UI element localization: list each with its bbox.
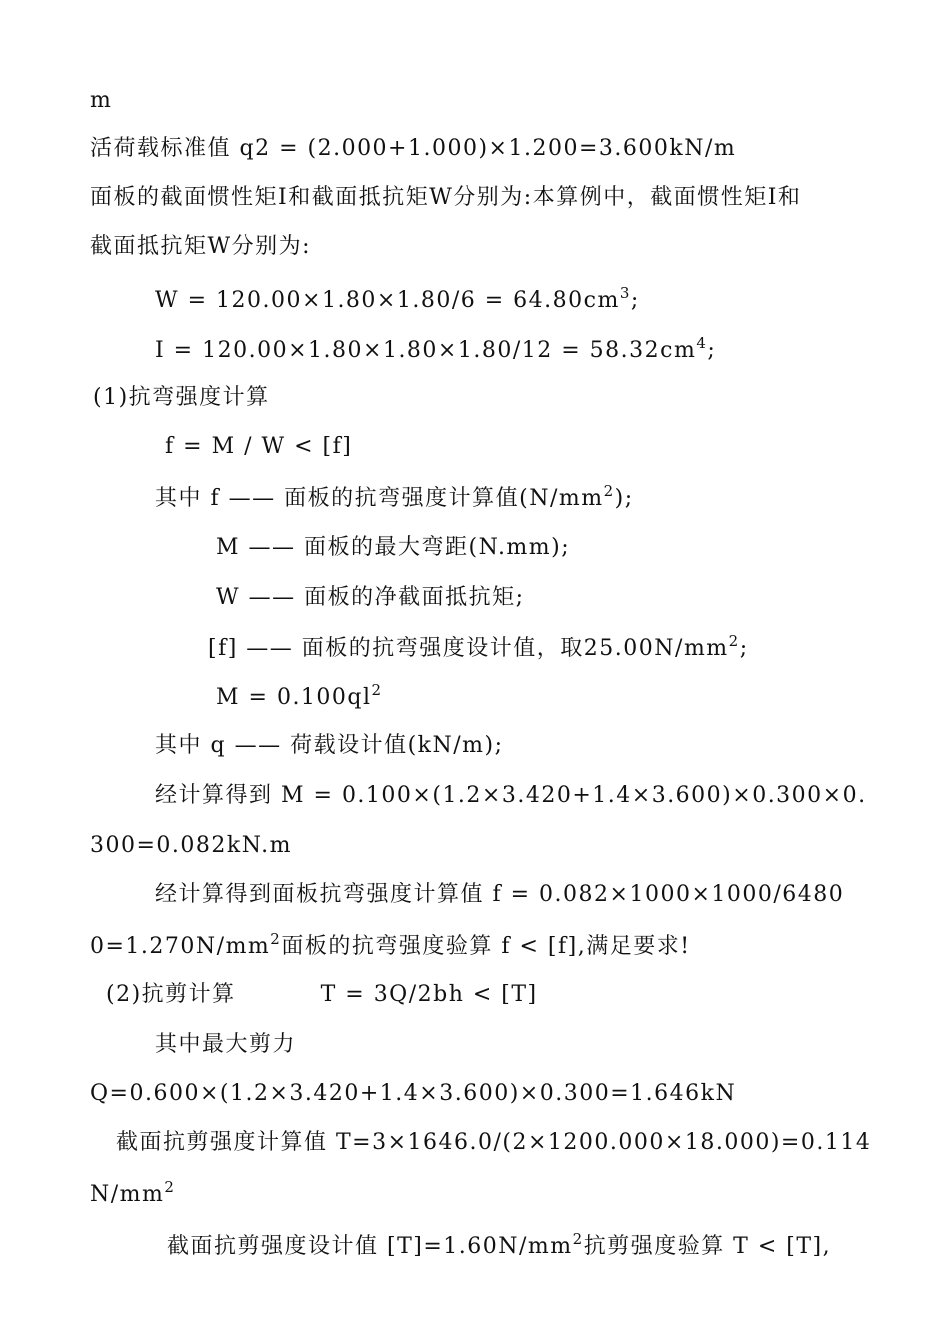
formula-line: f = M / W < [f]	[165, 434, 353, 459]
text-line: 截面抗剪强度计算值 T=3×1646.0/(2×1200.000×18.000)=0.114	[116, 1130, 872, 1155]
text-line: m	[90, 88, 113, 113]
formula-line: $M = 0.100ql^2$	[216, 681, 383, 710]
text-line: 其中 q —— 荷载设计值(kN/m);	[155, 733, 504, 758]
text-line: 其中 f —— 面板的抗弯强度计算值$(N/mm^2)$;	[155, 482, 634, 511]
formula-line: Q=0.600×(1.2×3.420+1.4×3.600)×0.300=1.646kN	[90, 1081, 737, 1106]
text-line: 截面抗剪强度设计值 $[T]=1.60N/mm^2$抗剪强度验算 T < [T],	[167, 1230, 832, 1259]
text-line: $N/mm^2$	[90, 1178, 176, 1207]
text-line: 300=0.082kN.m	[90, 833, 292, 858]
formula-line: $W = 120.00\times 1.80\times 1.80/6 = 64.80cm^3$;	[155, 284, 640, 313]
text-line: W —— 面板的净截面抵抗矩;	[216, 585, 525, 610]
text-line: 经计算得到面板抗弯强度计算值 f = 0.082×1000×1000/6480	[155, 882, 845, 907]
text-line: 经计算得到 M = 0.100×(1.2×3.420+1.4×3.600)×0.300×0.	[155, 783, 867, 808]
text-line: 面板的截面惯性矩I和截面抵抗矩W分别为:本算例中，截面惯性矩I和	[90, 185, 802, 210]
text-line: 活荷载标准值 q2 = (2.000+1.000)×1.200=3.600kN/m	[90, 136, 737, 161]
text-line: M —— 面板的最大弯距(N.mm);	[216, 535, 571, 560]
section-heading: (2)抗剪计算 T = 3Q/2bh < [T]	[106, 982, 538, 1007]
formula-line: $I = 120.00\times 1.80\times 1.80\times 1.80/12 = 58.32cm^4$;	[155, 334, 717, 363]
text-line: 截面抵抗矩W分别为:	[90, 234, 312, 259]
text-line: 其中最大剪力	[155, 1032, 297, 1057]
section-heading: (1)抗弯强度计算	[93, 385, 270, 410]
text-line: [f] —— 面板的抗弯强度设计值，取$25.00N/mm^2$;	[208, 632, 749, 661]
text-line: $0=1.270N/mm^2$面板的抗弯强度验算 f < [f],满足要求!	[90, 930, 691, 959]
